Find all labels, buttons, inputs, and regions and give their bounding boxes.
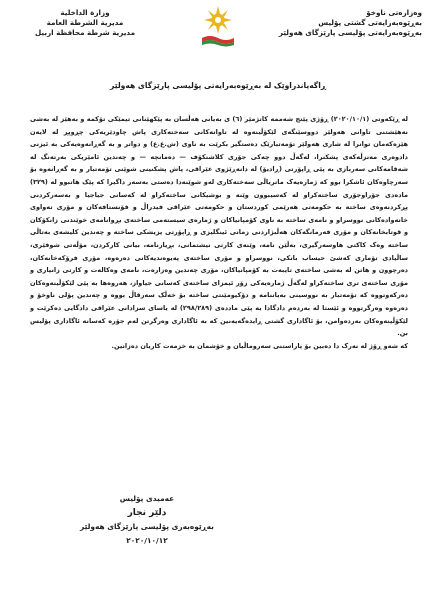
letterhead-kurdish — [272, 8, 422, 38]
ministry-name-kurdish: وەزارەتی ناوخۆ — [366, 8, 422, 17]
police-directorate-kurdish: بەڕێوەبەرایەتی پۆلیسی پارێزگای هەولێر — [278, 28, 422, 37]
body-paragraph: لە ڕێکەوتی (٢٠٢٠/١٠/١) ڕۆژی پێنج شەممە کاتژمێر (٦) ی بەیانی هەڵسان بە پێکهێنانی تیمێکی تۆکمە و بەهێز لە بەشی نەهێشتنی تاوانی هەولێر دووسێنگەی لێکۆڵینەوە لە تاوانەکانی سەختەکاری پاش چاودێریەکی چڕوپڕ لە لایەن هێزەکەمان توانرا لە شاری هەولێر تۆمەتبارێک دەستگیر بکرێت بە ناوی (ش.ع.ع) و دواتر و بە گەڕانەوەیەکی بە ئیزنی دادوەری مەنزڵەکەی پشکنرا، لەگەڵ دوو چەکی جۆری کلاشنکۆف — دەمانچە — و چەندین ئامێریکی بەرتەنگ لە شەقامەکانی سەربازی بە پێی ڕاپۆرتی (ڕادیۆ) لە دانەڕێژوی عێراقی، پاش پشکنینی شوێنی تۆمەتبار و بە گەڕانەوە بۆ سەرچاوەکان ئاشکرا بوو کە ژمارەیەک ماتریاڵی سەختەکاری لەو شوێنەدا دەستی بەسەر داگیرا کە پێک هاتبوو لە (٣٢٩) مادەدی جۆراوجۆری ساختەکراو لە کەسیبوون وێنە و بوشیکانی ساختەکراو لە کەسانی جیاجیا و بەسەرکردنی پڕکردنەوەی ساختە بە حکومەتی هەرێمی کوردستان و حکومەتی عێراقی فیدراڵ و فۆنستافەکان و مۆری تەواوی خانەوادەکانی نووسراو و نامەی ساختە بە ناوی کۆمپانیاکان و ژمارەی سیستەمی ساختەی بڕوانامەی خوێندنی زانکۆکان و قوتابخانەکان و مۆری فەرمانگەکان هەڵبژاردنی زمانی ئینگلیزی و ڕاپۆرتی پزیشکی ساختە و چەندین کلیشەی بەتاڵی ساختە وەک کاکتی هاوسەرگیری، بەڵێن نامە، وێنەی کارتی نیشتمانی، بڕیارنامە، بیانی کارکردن، مۆڵەتی شوفێری، ساڵیادی تۆماری کەشێ حیساب بانکی، نووسراو و مۆری ساختەی پەیوەندیەکانی دەرەوە، مۆری فرۆکەخانەکان، دەرچوون و هاتن لە بەشی ساختەی تایبەت بە کۆمپانیاکان، مۆری چەندین وەزارەت، نامەی وەکالەت و کارتی زانیاری و مۆری ساختەی تری ساختەکراو لەگەڵ ژمارەیەکی زۆر ئیمزای ساختەی کەسانی جیاواز، هەروەها بە پێی لێکۆڵینەوەکان دەرکەوتووە کە تۆمەتبار بە نووسینی بەیاننامە و دۆکیومێنتی ساختە بۆ خەڵک سەرقاڵ بووە و چەندین پۆلی ناوخۆ و دەرەوە وەرگرتووە و ئێستا لە بەردەم دادگادا بە پێی ماددەی (٢٩٨/٢٨٩) لە یاسای سزادانی عێراقی دادگایی دەکرێت و لێکۆڵینەوەکان بەردەوامن، بۆ ئاگاداری گشتی ڕایدەگەیەنین کە بە ئاگاداری وەرگرتن لەم جۆرە کەسانە ئاگاداری پۆلیس بن. — [30, 115, 408, 338]
signatory-rank: عەمیدی پۆلیس — [119, 494, 175, 503]
body-text — [30, 113, 408, 352]
signatory-title: بەڕێوەبەری پۆلیسی پارێزگای هەولێر — [80, 522, 214, 531]
kurdistan-sun-emblem-icon — [196, 4, 240, 48]
directorate-name-arabic: مديرية الشرطة العامة — [46, 18, 124, 27]
signature-block — [72, 492, 222, 548]
closing-line: کە شەو ڕۆژ لە نەرک دا دەبین بۆ پاراستنی سەروماڵیان و خۆشمان بە خزمەت کاریان دەزانین. — [111, 341, 408, 350]
directorate-name-kurdish: بەڕێوەبەرایەتی گشتی پۆلیس — [318, 18, 422, 27]
signatory-name: دلێر نجار — [127, 508, 167, 518]
subject-line: ڕاگەیاندراوێک لە بەڕێوەبەرایەتی پۆلیسی پارێزگای هەولێر — [110, 81, 326, 90]
document-date: ٢٠٢٠/١٠/١٢ — [126, 536, 168, 545]
letterhead-arabic — [20, 8, 150, 38]
ministry-name-arabic: وزارة الداخلية — [60, 8, 110, 17]
police-directorate-arabic: مديرية شرطة محافظة اربيل — [34, 28, 136, 37]
